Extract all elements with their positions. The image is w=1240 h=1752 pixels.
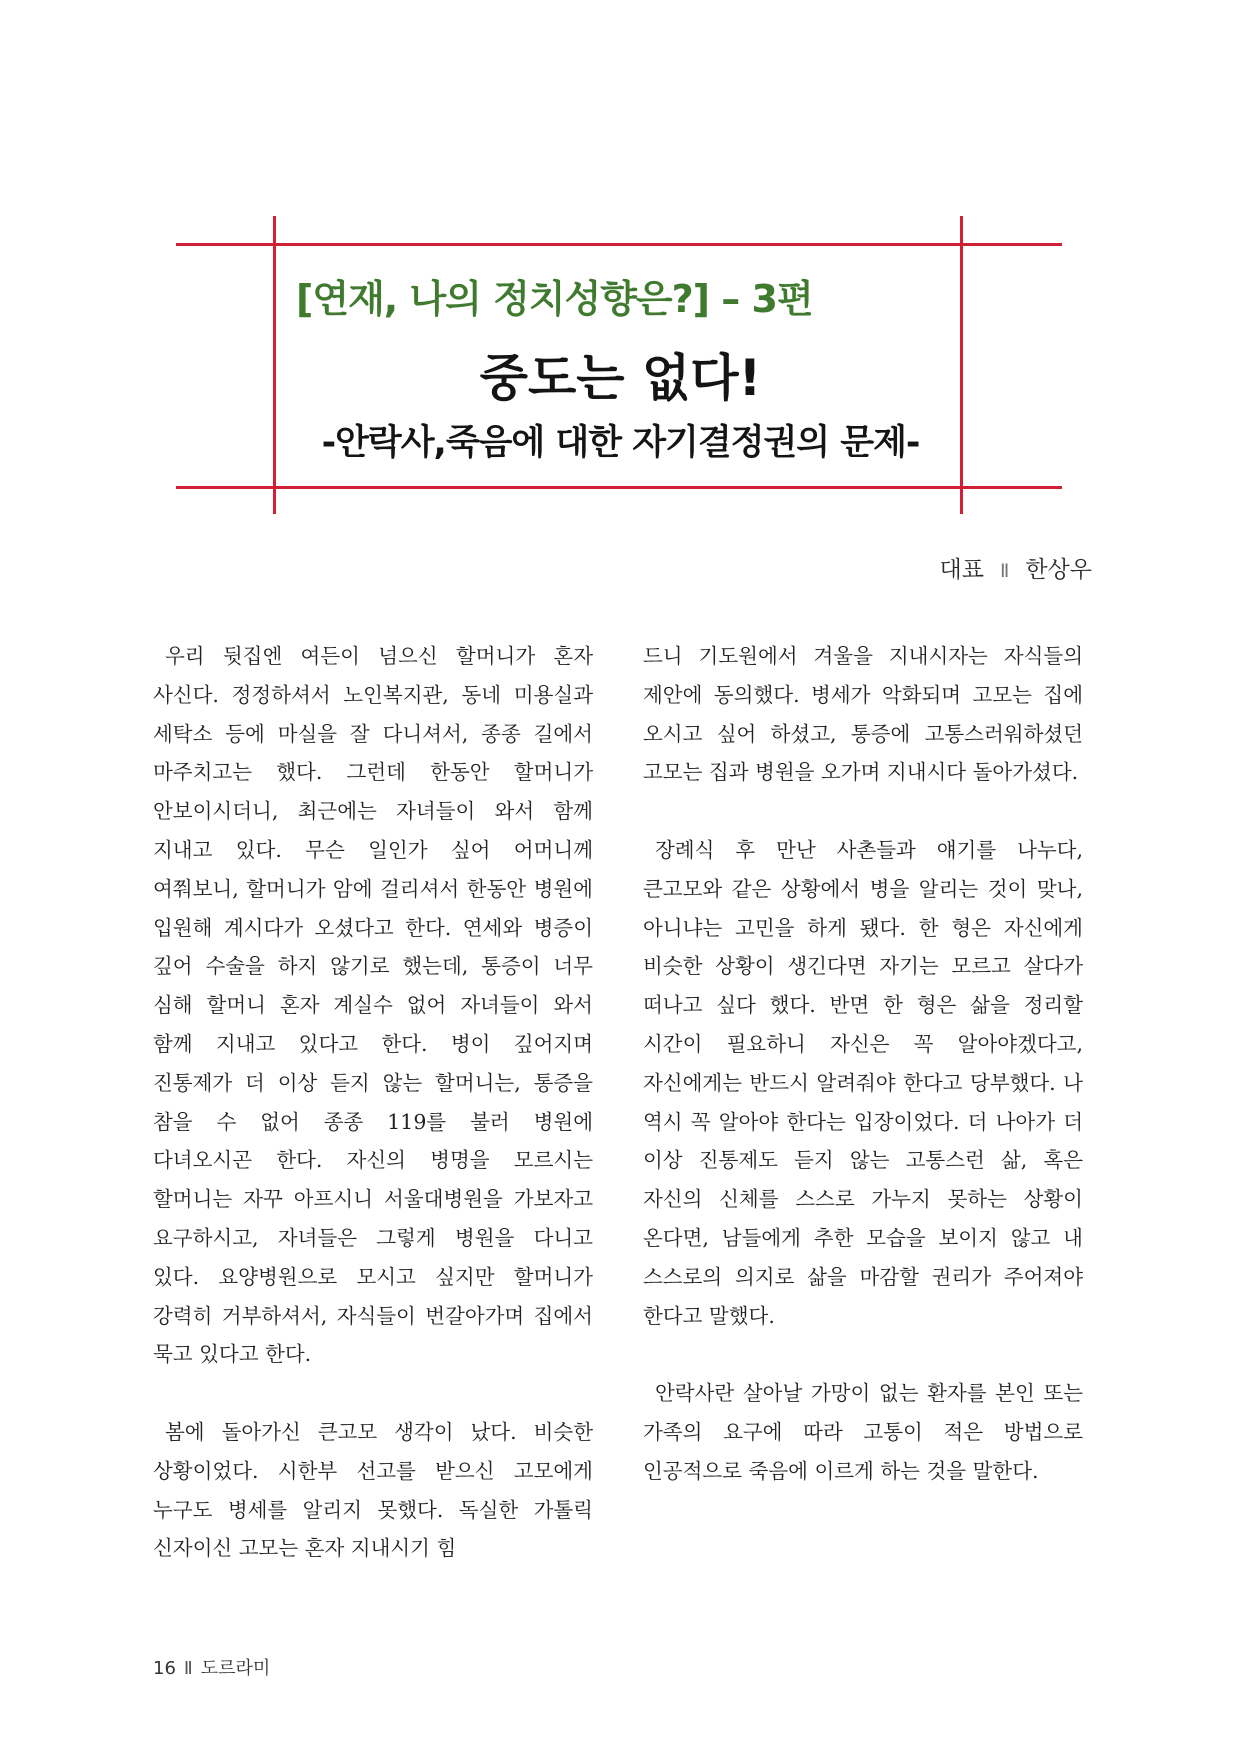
title-frame-left-line bbox=[273, 216, 276, 514]
title-frame-bottom-line bbox=[176, 486, 1062, 489]
series-title: [연재, 나의 정치성향은?] – 3편 bbox=[296, 277, 813, 321]
footer-separator: Ⅱ bbox=[183, 1658, 193, 1679]
body-paragraph: 장례식 후 만난 사촌들과 얘기를 나누다, 큰고모와 같은 상황에서 병을 알리는 것이 맞나, 아니냐는 고민을 하게 됐다. 한 형은 자신에게 비슷한 상황이 생긴다면 자기는 모르고 살다가 떠나고 싶다 했다. 반면 한 형은 삶을 정리할 시간이 필요하니 자신은 꼭 알아야겠다고, 자신에게는 반드시 알려줘야 한다고 당부했다. 나 역시 꼭 알아야 한다는 입장이었다. 더 나아가 더 이상 진통제도 듣지 않는 고통스런 삶, 혹은 자신의 신체를 스스로 가누지 못하는 상황이 온다면, 남들에게 추한 모습을 보이지 않고 내 스스로의 의지로 삶을 마감할 권리가 주어져야 한다고 말했다. bbox=[643, 837, 1083, 1328]
body-paragraph: 안락사란 살아날 가망이 없는 환자를 본인 또는 가족의 요구에 따라 고통이 적은 방법으로 인공적으로 죽음에 이르게 하는 것을 말한다. bbox=[643, 1381, 1083, 1483]
page-footer bbox=[153, 1654, 270, 1680]
main-title: 중도는 없다! bbox=[479, 349, 762, 407]
title-frame-top-line bbox=[176, 243, 1062, 246]
body-paragraph: 드니 기도원에서 겨울을 지내시자는 자식들의 제안에 동의했다. 병세가 악화되며 고모는 집에 오시고 싶어 하셨고, 통증에 고통스러워하셨던 고모는 집과 병원을 오가며 지내시다 돌아가셨다. bbox=[643, 644, 1083, 785]
byline-separator: Ⅱ bbox=[999, 560, 1010, 582]
body-column-left bbox=[153, 637, 593, 1607]
magazine-name: 도르라미 bbox=[200, 1658, 271, 1679]
body-column-right bbox=[643, 637, 1083, 1529]
byline-author: 한상우 bbox=[1025, 557, 1092, 583]
byline-role: 대표 bbox=[939, 557, 984, 583]
page-number: 16 bbox=[153, 1658, 176, 1679]
body-paragraph: 우리 뒷집엔 여든이 넘으신 할머니가 혼자 사신다. 정정하셔서 노인복지관, 동네 미용실과 세탁소 등에 마실을 잘 다니셔서, 종종 길에서 마주치고는 했다. 그런데 한동안 할머니가 안보이시더니, 최근에는 자녀들이 와서 함께 지내고 있다. 무슨 일인가 싶어 어머니께 여쭤보니, 할머니가 암에 걸리셔서 한동안 병원에 입원해 계시다가 오셨다고 한다. 연세와 병증이 깊어 수술을 하지 않기로 했는데, 통증이 너무 심해 할머니 혼자 계실수 없어 자녀들이 와서 함께 지내고 있다고 한다. 병이 깊어지며 진통제가 더 이상 듣지 않는 할머니는, 통증을 참을 수 없어 종종 119를 불러 병원에 다녀오시곤 한다. 자신의 병명을 모르시는 할머니는 자꾸 아프시니 서울대병원을 가보자고 요구하시고, 자녀들은 그렇게 병원을 다니고 있다. 요양병원으로 모시고 싶지만 할머니가 강력히 거부하셔서, 자식들이 번갈아가며 집에서 묵고 있다고 한다. bbox=[153, 644, 593, 1367]
body-paragraph: 봄에 돌아가신 큰고모 생각이 났다. 비슷한 상황이었다. 시한부 선고를 받으신 고모에게 누구도 병세를 알리지 못했다. 독실한 가톨릭 신자이신 고모는 혼자 지내시기 힘 bbox=[153, 1419, 593, 1561]
sub-title: -안락사,죽음에 대한 자기결정권의 문제- bbox=[321, 423, 920, 463]
byline bbox=[940, 551, 1092, 584]
